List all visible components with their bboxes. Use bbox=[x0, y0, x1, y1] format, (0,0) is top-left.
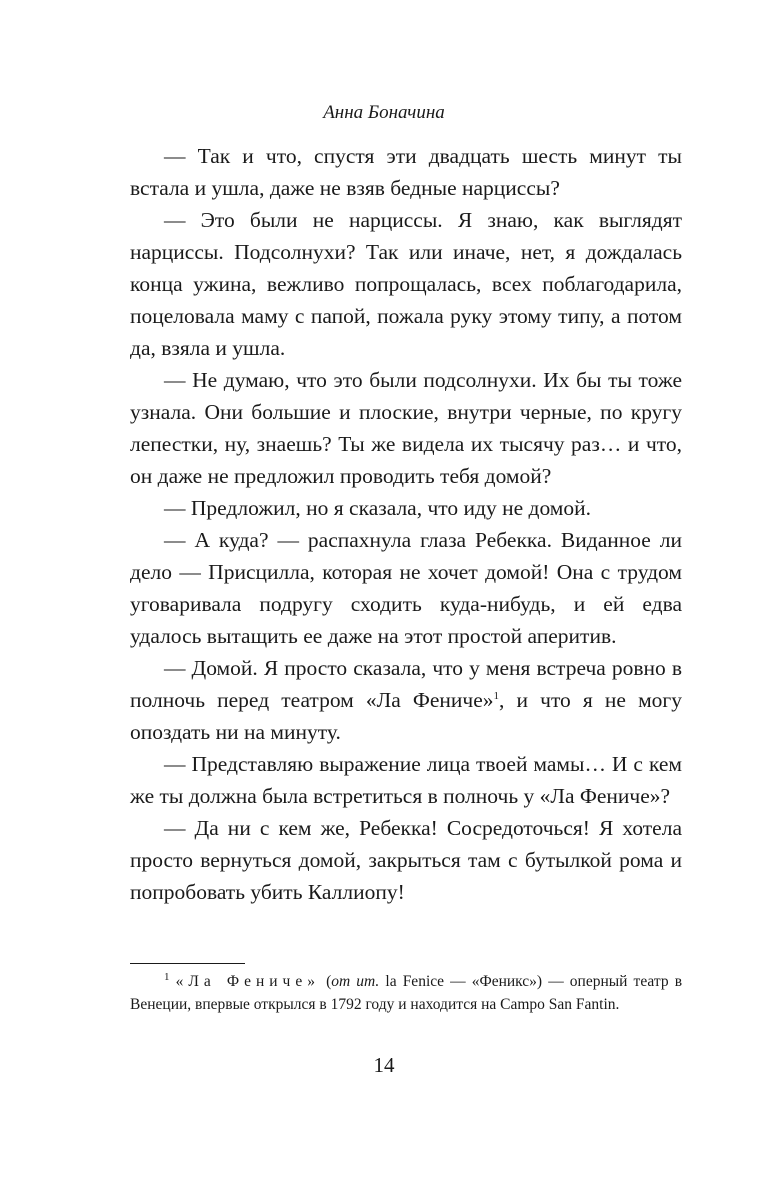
paragraph: — Предложил, но я сказала, что иду не домой. bbox=[164, 496, 592, 520]
footnote: $^1$ «Ла Фениче» (от ит. la Fenice — «Феникс») — оперный театр в Венеции, впервые открылся в 1792 году и находится на Campo San Fantin. bbox=[130, 970, 683, 1013]
page-number: 14 bbox=[373, 1053, 395, 1077]
main-text bbox=[130, 140, 682, 908]
paragraph: — Это были не нарциссы. Я знаю, как выглядят нарциссы. Подсолнухи? Так или иначе, нет, я дождалась конца ужина, вежливо попрощалась, всех поблагодарила, поцеловала маму с папой, пожала руку этому типу, а потом да, взяла и ушла. bbox=[130, 208, 682, 360]
paragraph: — Представляю выражение лица твоей мамы… И с кем же ты должна была встретиться в полночь у «Ла Фениче»? bbox=[130, 752, 682, 808]
footnote-term: «Ла Фениче» bbox=[175, 973, 320, 990]
paragraph-text: , и что я не могу опоздать ни на минуту. bbox=[130, 688, 683, 744]
paragraph: — Так и что, спустя эти двадцать шесть минут ты встала и ушла, даже не взяв бедные нарциссы? bbox=[130, 144, 682, 200]
footnote-divider bbox=[130, 963, 245, 964]
paragraph: — Не думаю, что это были подсолнухи. Их бы ты тоже узнала. Они большие и плоские, внутри черные, по кругу лепестки, ну, знаешь? Ты же видела их тысячу раз… и что, он даже не предложил проводить тебя домой? bbox=[130, 368, 682, 488]
running-header-author: Анна Боначина bbox=[323, 102, 445, 123]
paragraph-text: — Домой. Я просто сказала, что у меня встреча ровно в полночь перед театром «Ла Фениче» bbox=[130, 656, 682, 712]
paragraph-with-footnote bbox=[130, 652, 682, 748]
footnote-text: la Fenice — «Феникс») — оперный театр в Венеции, впервые открылся в 1792 году и находится на Campo San Fantin. bbox=[130, 973, 683, 1013]
footnote-marker: 1 bbox=[164, 970, 170, 983]
footnote-reference[interactable]: 1 bbox=[493, 689, 500, 702]
footnote-source: от ит. bbox=[331, 973, 380, 990]
paragraph: — А куда? — распахнула глаза Ребекка. Виданное ли дело — Присцилла, которая не хочет домой! Она с трудом уговаривала подругу сходить куда-нибудь, и ей едва удалось вытащить ее даже на этот простой аперитив. bbox=[130, 528, 682, 648]
paragraph: — Да ни с кем же, Ребекка! Сосредоточься! Я хотела просто вернуться домой, закрыться там с бутылкой рома и попробовать убить Каллиопу! bbox=[130, 816, 682, 904]
